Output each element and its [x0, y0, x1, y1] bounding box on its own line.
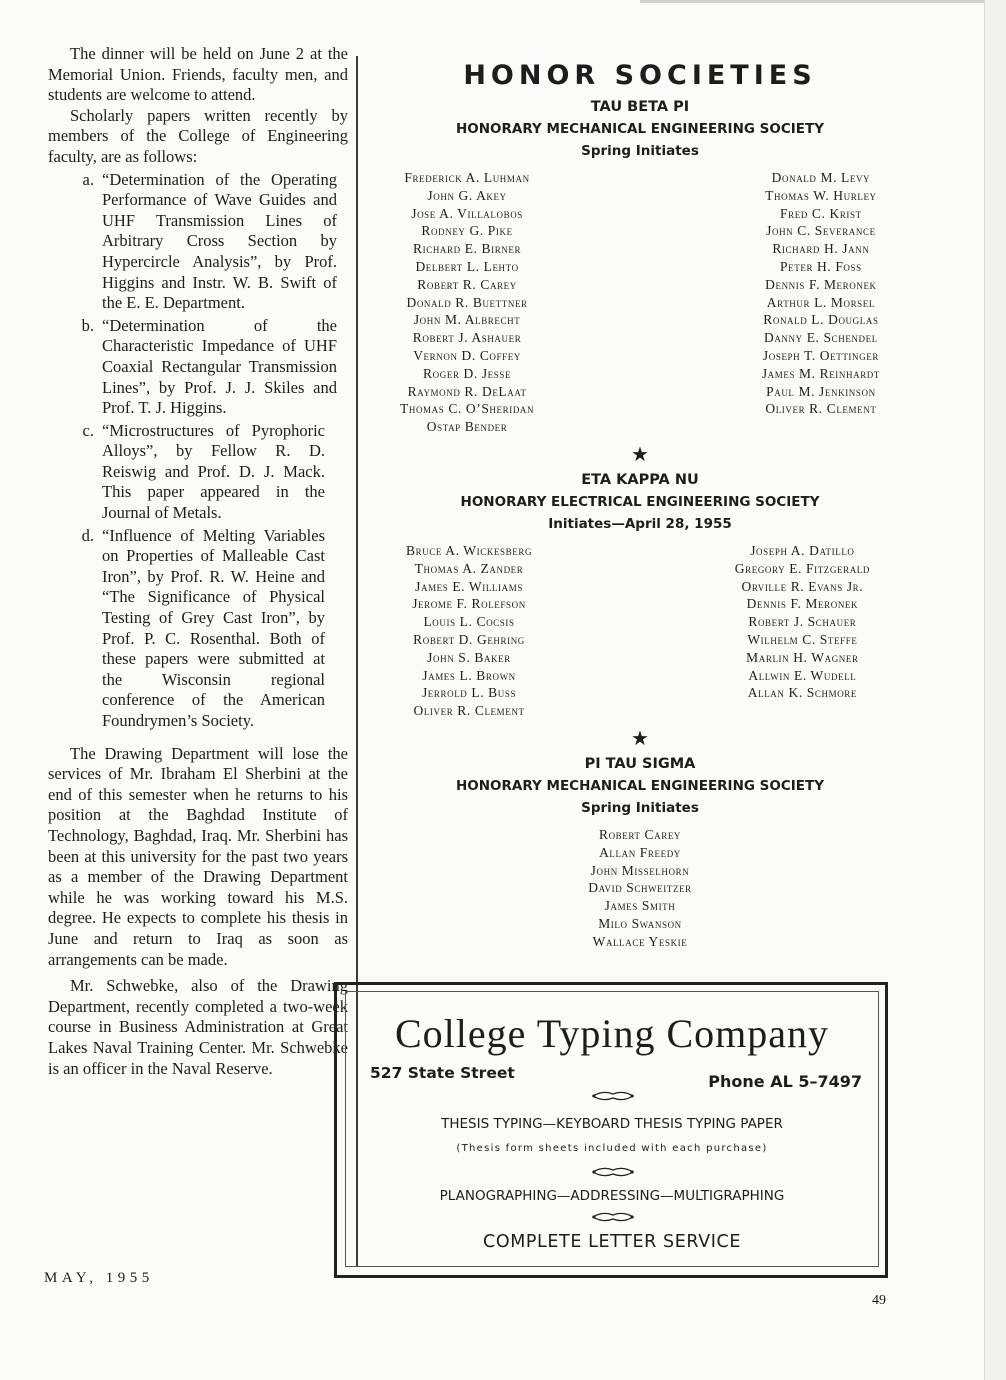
initiate-name: Dennis F. Meronek — [765, 276, 877, 292]
initiate-name: Robert Carey — [598, 826, 682, 842]
initiate-name: Ronald L. Douglas — [763, 312, 879, 328]
paper-text: “Determination of the Characteristic Impedance of UHF Coaxial Rectangular Transmission Lines”, by Prof. J. J. Skiles and Prof. T. J. Higgins. — [102, 315, 337, 418]
initiate-name: Allwin E. Wudell — [748, 667, 857, 683]
initiate-name: Peter H. Foss — [780, 258, 862, 274]
initiate-name: James L. Brown — [422, 667, 516, 683]
tau-beta-pi-description: HONORARY MECHANICAL ENGINEERING SOCIETY — [455, 121, 824, 137]
papers-intro-paragraph: Scholarly papers written recently by members of the College of Engineering faculty, are as follows: — [48, 105, 348, 166]
paper-letter: b. — [81, 315, 94, 335]
initiate-name: Donald M. Levy — [771, 170, 871, 185]
advertisement-line-thesis-typing: THESIS TYPING—KEYBOARD THESIS TYPING PAPER — [441, 1116, 783, 1132]
initiate-name: Robert D. Gehring — [413, 631, 525, 647]
eta-kappa-nu-description: HONORARY ELECTRICAL ENGINEERING SOCIETY — [460, 493, 820, 510]
paper-text: “Microstructures of Pyrophoric Alloys”, by Fellow R. D. Reiswig and Prof. D. J. Mack. This paper appeared in the Journal of Metals. — [102, 420, 325, 523]
advertisement-line-thesis-note: (Thesis form sheets included with each purchase) — [456, 1143, 768, 1154]
initiate-name: Oliver R. Clement — [765, 401, 877, 417]
issue-date-footer: MAY, 1955 — [44, 1270, 154, 1286]
star-icon: ★ — [631, 725, 649, 750]
eta-kappa-nu-right-list — [735, 542, 870, 720]
initiate-name: Delbert L. Lehto — [415, 258, 519, 274]
page-number: 49 — [872, 1293, 886, 1308]
tau-beta-pi-right-list — [762, 169, 880, 436]
star-icon: ★ — [631, 441, 649, 466]
initiate-name: Thomas A. Zander — [414, 560, 524, 576]
dinner-paragraph: The dinner will be held on June 2 at the Memorial Union. Friends, faculty men, and students are welcome to attend. — [48, 44, 348, 105]
paper-letter: c. — [82, 420, 94, 440]
ornament-icon — [591, 1165, 635, 1179]
initiate-name: Jerome F. Rolefson — [412, 596, 526, 612]
tau-beta-pi-subheading: Spring Initiates — [581, 143, 699, 159]
initiate-name: Fred C. Krist — [780, 205, 862, 221]
initiate-name: James E. Williams — [415, 578, 523, 594]
page-right-edge — [984, 0, 1006, 1380]
initiate-name: Paul M. Jenkinson — [766, 383, 876, 399]
initiate-name: John S. Baker — [427, 649, 511, 665]
advertisement-title: College Typing Company — [395, 1011, 829, 1056]
paper-item-b — [48, 316, 348, 419]
ornament-icon — [591, 1210, 635, 1224]
initiate-name: Arthur L. Morsel — [766, 294, 875, 310]
tau-beta-pi-left-list — [400, 169, 534, 436]
paper-item-a — [48, 170, 348, 314]
advertisement-phone: Phone AL 5–7497 — [708, 1072, 862, 1091]
honor-societies-section — [370, 56, 910, 951]
initiate-name: Vernon D. Coffey — [413, 347, 521, 363]
paper-text: “Influence of Melting Variables on Properties of Malleable Cast Iron”, by Prof. R. W. Heine and “The Significance of Physical Testing of Grey Cast Iron”, by Prof. P. C. Rosenthal. Both of these papers were submitted at the Wisconsin regional conference of the American Foundrymen’s Society. — [102, 525, 325, 730]
initiate-name: Thomas W. Hurley — [765, 187, 877, 203]
initiate-name: Orville R. Evans Jr. — [741, 578, 864, 594]
initiate-name: Danny E. Schendel — [763, 330, 878, 346]
initiate-name: John M. Albrecht — [413, 312, 521, 328]
initiate-name: James Smith — [604, 898, 676, 914]
initiate-name: Roger D. Jesse — [423, 365, 512, 381]
initiate-name: Louis L. Cocsis — [423, 614, 515, 630]
initiate-name: Rodney G. Pike — [421, 223, 513, 239]
initiate-name: Thomas C. O’Sheridan — [400, 401, 535, 417]
initiate-name: Gregory E. Fitzgerald — [734, 560, 870, 576]
initiate-name: Dennis F. Meronek — [746, 596, 859, 612]
initiate-name: Wallace Yeskie — [592, 933, 688, 949]
initiate-name: John Misselhorn — [590, 862, 690, 878]
initiate-name: Milo Swanson — [598, 915, 682, 931]
initiate-name: Robert J. Ashauer — [412, 330, 522, 346]
schwebke-paragraph: Mr. Schwebke, also of the Drawing Department, recently completed a two-week course in Business Administration at Great Lakes Naval Training Center. Mr. Schwebke is an officer in the Naval Reserve. — [48, 976, 348, 1078]
advertisement-inner-frame — [345, 991, 879, 1267]
page-top-edge — [640, 0, 1006, 3]
left-column — [48, 44, 348, 1079]
initiate-name: David Schweitzer — [588, 880, 692, 896]
initiate-name: Joseph A. Datillo — [750, 542, 855, 558]
initiate-name: Richard E. Birner — [413, 241, 522, 257]
advertisement-line-planographing: PLANOGRAPHING—ADDRESSING—MULTIGRAPHING — [439, 1188, 785, 1204]
college-typing-advertisement — [334, 982, 888, 1278]
paper-item-c — [48, 421, 348, 524]
eta-kappa-nu-subheading: Initiates—April 28, 1955 — [548, 515, 732, 532]
page-title: HONOR SOCIETIES — [463, 60, 817, 91]
paper-letter: a. — [82, 169, 94, 189]
initiate-name: Allan K. Schmore — [747, 685, 857, 701]
initiate-name: John G. Akey — [427, 187, 507, 203]
initiate-name: Ostap Bender — [426, 419, 508, 435]
initiate-name: Marlin H. Wagner — [746, 649, 859, 665]
initiate-name: Wilhelm C. Steffe — [747, 631, 858, 647]
initiate-name: Robert R. Carey — [417, 276, 517, 292]
paper-item-d — [48, 526, 348, 732]
initiate-name: Richard H. Jann — [772, 241, 870, 257]
pi-tau-sigma-heading: PI TAU SIGMA — [584, 755, 696, 772]
initiate-name: Frederick A. Luhman — [404, 170, 530, 185]
initiate-name: Bruce A. Wickesberg — [406, 542, 533, 558]
eta-kappa-nu-heading: ETA KAPPA NU — [581, 471, 699, 488]
initiate-name: Jerrold L. Buss — [421, 685, 517, 701]
paper-text: “Determination of the Operating Performance of Wave Guides and UHF Transmission Lines of Arbitrary Cross Section by Hypercircle Analysis”, by Prof. Higgins and Instr. W. B. Swift of the E. E. Department. — [102, 169, 337, 313]
initiate-name: Joseph T. Oettinger — [762, 347, 879, 363]
initiate-name: Donald R. Buettner — [406, 294, 528, 310]
pi-tau-sigma-names — [370, 826, 910, 951]
initiate-name: Robert J. Schauer — [748, 614, 857, 630]
initiate-name: John C. Severance — [766, 223, 876, 239]
eta-kappa-nu-left-list — [406, 542, 532, 720]
drawing-department-paragraph: The Drawing Department will lose the services of Mr. Ibraham El Sherbini at the end of this semester when he returns to his position at the Baghdad Institute of Technology, Baghdad, Iraq. Mr. Sherbini has been at this university for the past two years as a member of the Drawing Department while he was working toward his M.S. degree. He expects to complete his thesis in June and return to Iraq as soon as arrangements can be made. — [48, 743, 348, 969]
tau-beta-pi-heading: TAU BETA PI — [590, 99, 690, 115]
paper-letter: d. — [81, 525, 94, 545]
eta-kappa-nu-names — [370, 542, 910, 720]
initiate-name: Jose A. Villalobos — [411, 205, 523, 221]
initiate-name: Allan Freedy — [599, 844, 681, 860]
initiate-name: Oliver R. Clement — [413, 703, 525, 719]
advertisement-line-letter-service: COMPLETE LETTER SERVICE — [483, 1232, 741, 1252]
tau-beta-pi-names — [370, 169, 910, 436]
initiate-name: Raymond R. DeLaat — [407, 383, 527, 399]
pi-tau-sigma-description: HONORARY MECHANICAL ENGINEERING SOCIETY — [455, 777, 824, 794]
advertisement-address: 527 State Street — [370, 1064, 515, 1082]
ornament-icon — [591, 1089, 635, 1103]
initiate-name: James M. Reinhardt — [761, 365, 880, 381]
pi-tau-sigma-subheading: Spring Initiates — [581, 799, 699, 816]
